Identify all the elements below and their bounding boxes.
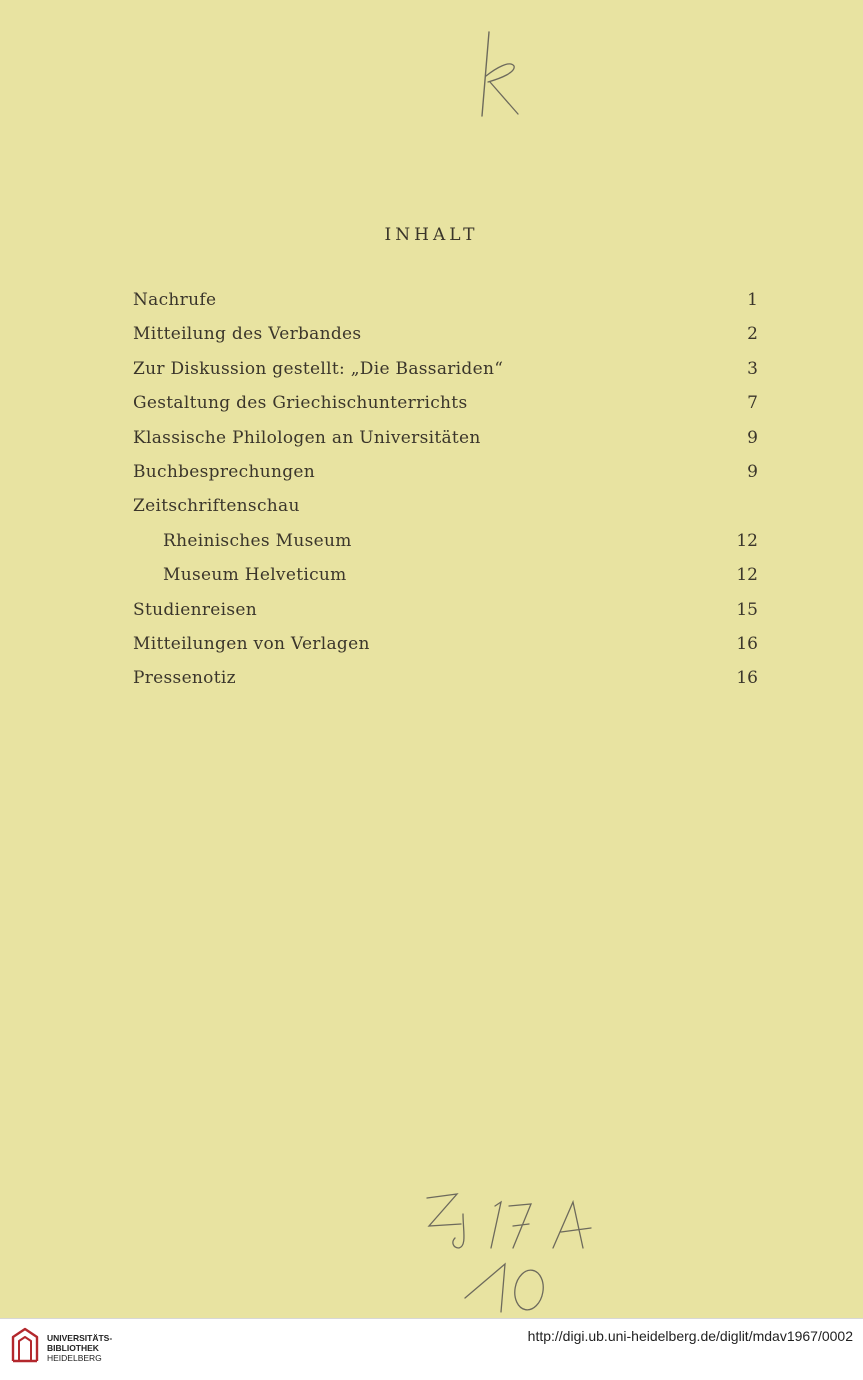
toc-entry-label: Studienreisen bbox=[133, 599, 258, 620]
pencil-mark-top bbox=[458, 28, 538, 123]
toc-entry-label: Zeitschriftenschau bbox=[133, 496, 300, 517]
svg-text:10: 10 bbox=[405, 1190, 407, 1191]
toc-entry bbox=[133, 317, 758, 351]
toc-entry-label: Zur Diskussion gestellt: „Die Bassariden“ bbox=[133, 358, 504, 379]
toc-entry-page: 7 bbox=[747, 393, 758, 414]
toc-entry bbox=[133, 455, 758, 489]
pencil-mark-bottom bbox=[405, 1180, 605, 1315]
toc-entry bbox=[133, 593, 758, 627]
toc-entry-label: Mitteilungen von Verlagen bbox=[133, 633, 370, 654]
toc-entry-page: 15 bbox=[736, 599, 758, 620]
toc-entry-label: Nachrufe bbox=[133, 290, 217, 310]
toc-entry bbox=[133, 489, 758, 523]
toc-entry bbox=[133, 421, 758, 455]
toc-title: INHALT bbox=[384, 225, 479, 245]
footer-bar bbox=[0, 1318, 863, 1380]
toc-entry-page: 1 bbox=[747, 290, 758, 310]
toc-entry bbox=[133, 558, 758, 592]
toc-entry bbox=[133, 386, 758, 420]
university-library-logo-icon bbox=[9, 1327, 41, 1365]
toc-entry-page: 16 bbox=[736, 633, 758, 654]
toc-entry-page: 2 bbox=[747, 324, 758, 345]
permalink-url[interactable]: http://digi.ub.uni-heidelberg.de/diglit/mdav1967/0002 bbox=[527, 1328, 853, 1344]
library-logo-text bbox=[47, 1333, 112, 1363]
toc-entry bbox=[133, 283, 758, 317]
toc-entry-page: 3 bbox=[747, 358, 758, 379]
toc-entry-page: 12 bbox=[736, 530, 758, 551]
toc-entry-label: Klassische Philologen an Universitäten bbox=[133, 427, 481, 448]
toc-entry-page: 16 bbox=[736, 668, 758, 689]
toc-entry bbox=[133, 661, 758, 695]
toc-entry-page: 9 bbox=[747, 427, 758, 448]
logo-line-2: BIBLIOTHEK bbox=[47, 1343, 99, 1353]
toc-entry-page: 12 bbox=[736, 565, 758, 586]
toc-entry bbox=[133, 352, 758, 386]
svg-text:Zj 17A: Zj 17A bbox=[405, 1185, 409, 1186]
toc-entry bbox=[133, 524, 758, 558]
logo-line-3: HEIDELBERG bbox=[47, 1353, 102, 1363]
toc-entry-label: Rheinisches Museum bbox=[163, 530, 352, 551]
toc-entry-page: 9 bbox=[747, 461, 758, 482]
toc-entry-label: Pressenotiz bbox=[133, 668, 236, 689]
table-of-contents bbox=[133, 283, 758, 696]
toc-entry-label: Gestaltung des Griechischunterrichts bbox=[133, 393, 468, 414]
toc-entry bbox=[133, 627, 758, 661]
toc-entry-label: Buchbesprechungen bbox=[133, 461, 316, 482]
toc-entry-label: Museum Helveticum bbox=[163, 565, 347, 586]
logo-line-1: UNIVERSITÄTS- bbox=[47, 1333, 113, 1343]
toc-entry-label: Mitteilung des Verbandes bbox=[133, 324, 362, 345]
